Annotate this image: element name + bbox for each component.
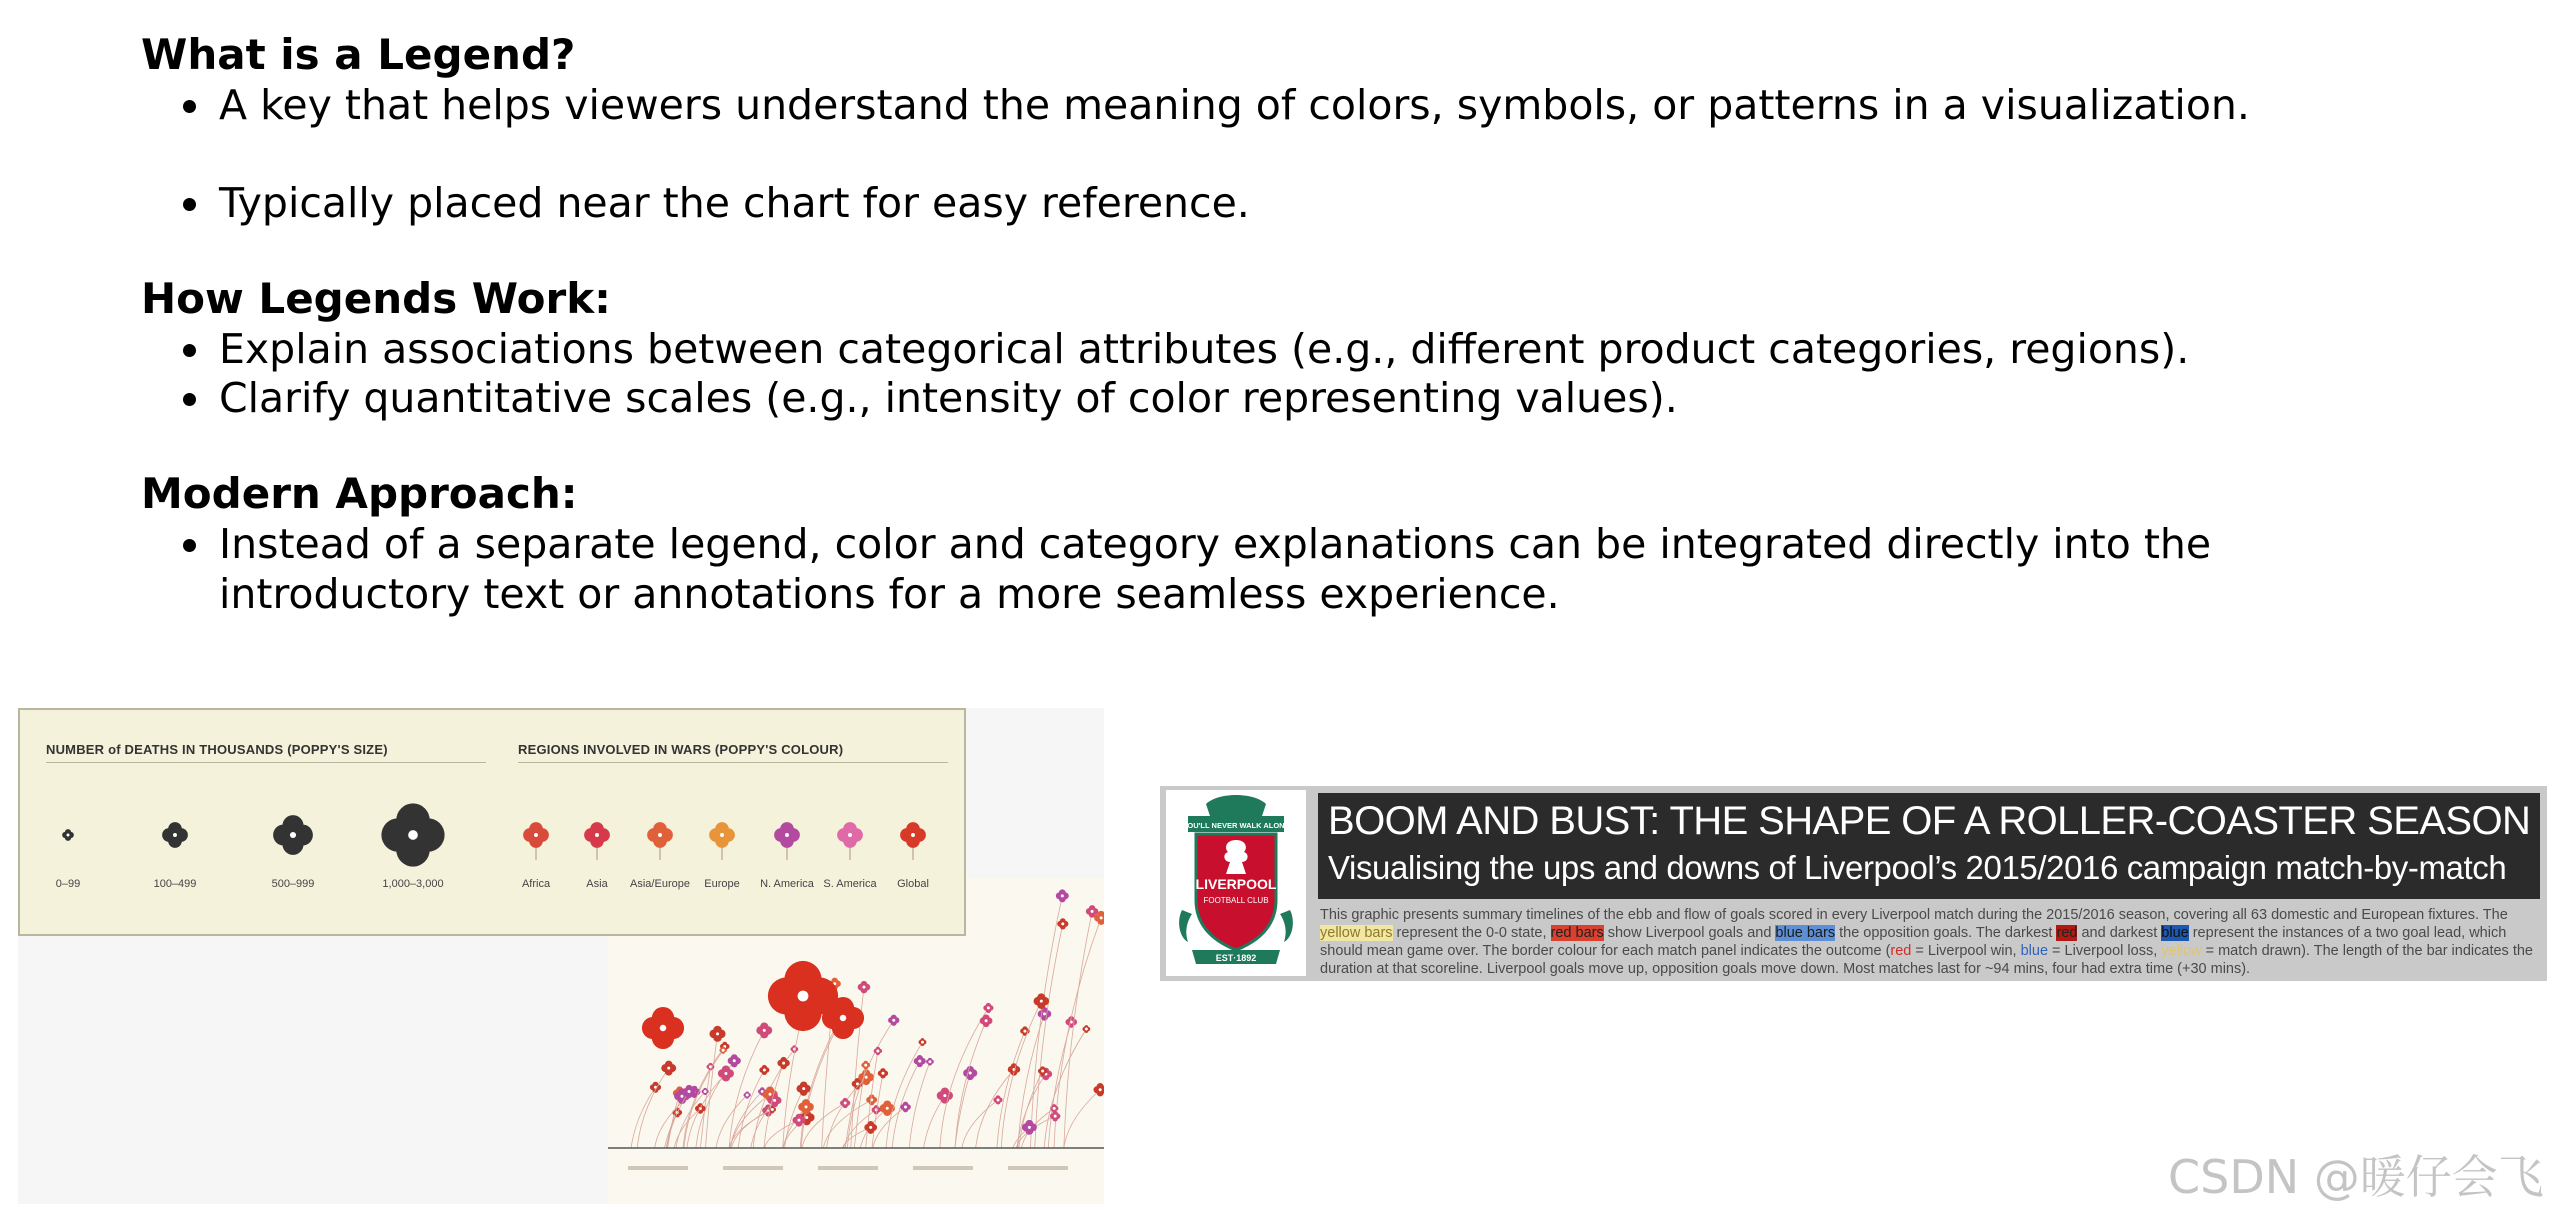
timeline-poppy-large: [642, 1007, 684, 1049]
size-legend-label: 100–499: [153, 878, 197, 890]
legend-divider: [518, 762, 948, 763]
bullet-text: Clarify quantitative scales (e.g., intensity of color representing values).: [219, 374, 1678, 422]
timeline-poppy: [728, 1054, 741, 1067]
timeline-poppy: [1008, 1063, 1020, 1075]
poppy-size-icon: [238, 800, 348, 880]
bullet-text: Typically placed near the chart for easy reference.: [219, 179, 1250, 227]
crest-motto: YOU'LL NEVER WALK ALONE: [1182, 821, 1290, 830]
liverpool-crest-logo: [1166, 790, 1306, 976]
timeline-poppy: [1034, 993, 1050, 1009]
region-legend-label: Europe: [704, 878, 740, 890]
timeline-stem: [1054, 918, 1101, 1148]
timeline-stem: [729, 1030, 764, 1148]
crest-est: EST·1892: [1215, 953, 1257, 963]
size-legend-item: [13, 800, 123, 910]
poppy-color-heading: REGIONS INVOLVED IN WARS (POPPY'S COLOUR): [518, 742, 844, 757]
timeline-poppy: [1022, 1120, 1037, 1135]
timeline-poppy: [759, 1065, 769, 1075]
timeline-stem: [909, 1062, 930, 1148]
section-title-how-legends-work: How Legends Work:: [141, 274, 611, 323]
timeline-poppy: [858, 981, 871, 994]
desc-text: represent the 0-0 state,: [1392, 925, 1551, 941]
desc-text: = Liverpool loss,: [2048, 943, 2162, 959]
timeline-poppy: [926, 1058, 934, 1066]
size-legend-label: 500–999: [271, 878, 315, 890]
desc-highlight-darkblue: blue: [2161, 925, 2189, 941]
footnote-block: [723, 1166, 783, 1170]
timeline-stem: [637, 1068, 668, 1148]
liverpool-crest-icon: [1166, 790, 1306, 976]
desc-text: the opposition goals. The darkest: [1835, 925, 2057, 941]
poppy-flower-icon: [858, 800, 968, 880]
size-legend-label: 0–99: [55, 878, 81, 890]
bullet-text: Explain associations between categorical attributes (e.g., different product categories, regions).: [219, 325, 2190, 373]
region-legend-label: Asia: [586, 878, 608, 890]
timeline-poppy: [1056, 889, 1069, 902]
timeline-poppy: [1038, 1007, 1052, 1021]
bullet-text: A key that helps viewers understand the meaning of colors, symbols, or patterns in a visualization.: [219, 81, 2250, 129]
footnote-block: [1008, 1166, 1068, 1170]
banner-description: [1320, 906, 2546, 978]
desc-word-blue: blue: [2020, 943, 2049, 959]
timeline-stem: [924, 1096, 945, 1148]
banner-title-box: [1318, 793, 2540, 899]
desc-word-red: red: [1890, 943, 1912, 959]
bullet-text: Instead of a separate legend, color and category explanations can be integrated directly into the introductory text or annotations for a more seamless experience.: [219, 520, 2212, 618]
timeline-stem: [827, 1077, 867, 1148]
timeline-poppy: [798, 1099, 814, 1115]
size-legend-item: [238, 800, 348, 910]
timeline-poppy: [993, 1095, 1002, 1104]
desc-highlight-blue: blue bars: [1775, 925, 1836, 941]
region-legend-label: N. America: [760, 878, 814, 890]
timeline-poppy: [983, 1003, 993, 1013]
size-legend-label: 1,000–3,000: [382, 878, 444, 890]
crest-name: LIVERPOOL: [1195, 876, 1277, 892]
timeline-poppy: [756, 1022, 772, 1038]
timeline-poppy: [914, 1055, 926, 1067]
region-legend-label: Global: [897, 878, 929, 890]
timeline-stem: [1064, 1090, 1100, 1148]
desc-text: show Liverpool goals and: [1603, 925, 1776, 941]
timeline-poppy: [874, 1047, 882, 1055]
crest-subname: FOOTBALL CLUB: [1203, 896, 1269, 905]
size-legend-item: [120, 800, 230, 910]
timeline-stem: [940, 1008, 988, 1148]
desc-text: = Liverpool win,: [1911, 943, 2021, 959]
timeline-poppy: [980, 1014, 993, 1027]
poppy-legend-panel: [18, 708, 966, 936]
legend-divider: [46, 762, 486, 763]
bullet-dot-icon: [183, 198, 196, 211]
footnote-block: [913, 1166, 973, 1170]
footnote-block: [818, 1166, 878, 1170]
desc-text: and darkest: [2077, 925, 2162, 941]
bullet-dot-icon: [183, 100, 196, 113]
poppy-size-icon: [13, 800, 123, 880]
liverpool-banner-image: [1160, 786, 2547, 981]
region-legend-label: Africa: [521, 878, 551, 890]
timeline-poppy: [919, 1038, 927, 1046]
section-title-what-is-legend: What is a Legend?: [141, 30, 576, 79]
timeline-stem: [764, 1120, 799, 1148]
timeline-poppy: [661, 1061, 676, 1076]
desc-highlight-darkred: red: [2056, 925, 2078, 941]
timeline-stem: [962, 1100, 998, 1148]
banner-subtitle: Visualising the ups and downs of Liverpool’s 2015/2016 campaign match-by-match: [1328, 849, 2507, 886]
bullet-dot-icon: [183, 539, 196, 552]
desc-word-yellow: yellow: [2161, 943, 2202, 959]
timeline-stem: [955, 1073, 970, 1148]
desc-highlight-yellow: yellow bars: [1320, 925, 1393, 941]
timeline-stem: [1048, 1022, 1071, 1148]
timeline-poppy: [878, 1068, 888, 1078]
timeline-poppy: [840, 1098, 850, 1108]
region-legend-label: S. America: [823, 878, 877, 890]
timeline-poppy: [1082, 1025, 1090, 1033]
timeline-poppy: [866, 1094, 877, 1105]
bullet-dot-icon: [183, 393, 196, 406]
desc-highlight-red: red bars: [1550, 925, 1604, 941]
csdn-watermark: CSDN @暖仔会飞: [2168, 1150, 2544, 1204]
desc-text: This graphic presents summary timelines of the ebb and flow of goals scored in every Liverpool match during the 2015/2016 season, covering all 63 domestic and European fixtures. The: [1320, 907, 2508, 923]
banner-title: BOOM AND BUST: THE SHAPE OF A ROLLER-COASTER SEASON: [1328, 799, 2531, 843]
timeline-poppy: [888, 1015, 899, 1026]
footnote-block: [628, 1166, 688, 1170]
timeline-poppy: [796, 1081, 810, 1095]
timeline-poppy: [963, 1066, 977, 1080]
timeline-stem: [997, 1031, 1025, 1148]
region-legend-item: [858, 800, 968, 910]
poppy-size-heading: NUMBER of DEATHS IN THOUSANDS (POPPY'S SIZE): [46, 742, 388, 757]
desc-text: = match drawn). The length of the bar indicates the duration at that scoreline. Liverpool goals move up, opposition goals move down. Most matches last for ~94 mins, four had extra time (+30 mins).: [1320, 943, 2533, 977]
timeline-poppy: [861, 1061, 870, 1070]
size-legend-item: [358, 800, 468, 910]
timeline-poppy: [1057, 918, 1068, 929]
desc-text: represent the instances of a two goal lead, which should mean game over. The border colour for each match panel indicates the outcome (: [1320, 925, 2507, 959]
section-title-modern-approach: Modern Approach:: [141, 469, 578, 518]
poppy-infographic-image: [18, 708, 1104, 1204]
region-legend-label: Asia/Europe: [630, 878, 690, 890]
timeline-poppy: [709, 1026, 725, 1042]
poppy-size-icon: [358, 800, 468, 880]
bullet-dot-icon: [183, 344, 196, 357]
poppy-size-icon: [120, 800, 230, 880]
